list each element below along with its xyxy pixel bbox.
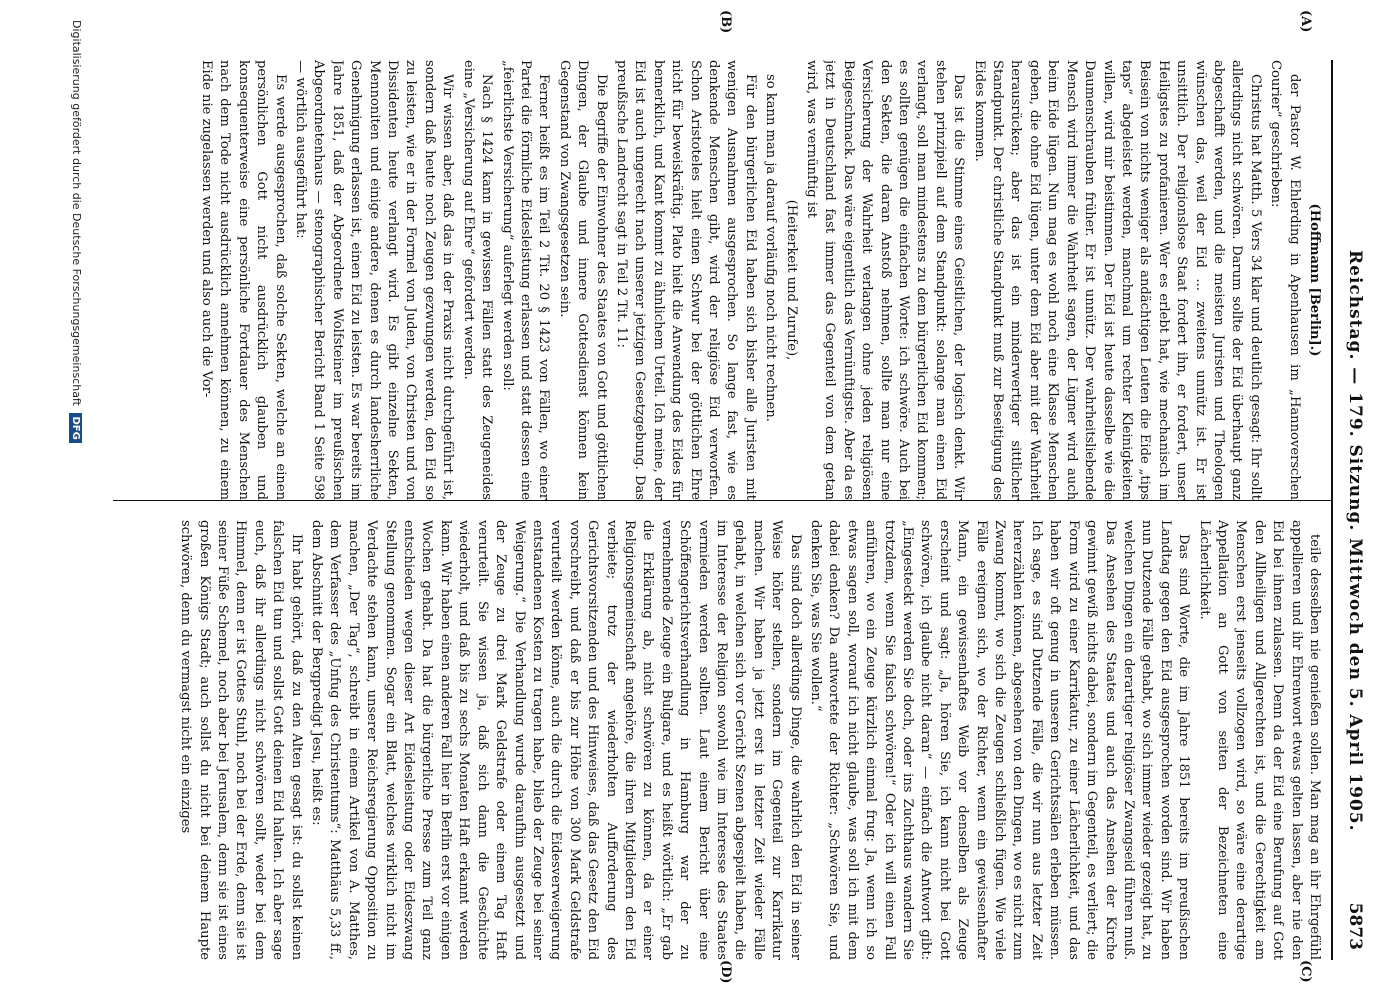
column-divider	[113, 500, 1333, 501]
right-paragraph: Das sind Worte, die im Jahre 1851 bereits im preußischen Landtag gegen den Eid ausgesprochen worden sind. Wir haben nun Dutzende Fälle gehabt, wo sich immer wieder gezeigt hat, zu welchen Dingen ein derartiger religiöser Zwangseid führen muß. Das Ansehen des Staates und auch das Ansehen der Kirche gewinnt gewiß nichts dabei, sondern im Gegenteil, es verliert; die Form wird zu einer Karrikatur, zu einer Lächerlichkeit, und das haben wir oft genug in unseren Gerichtssälen erleben müssen. Ich sage, es sind Dutzende Fälle, die wir nun aus letzter Zeit hererzählen können, abgesehen von den Dingen, wo es nicht zum Zwang kommt, wo sich die Zeugen schließlich fügen. Wie viele Fälle ereignen sich, wo der Richter, wenn ein gewissenhafter Mann, ein gewissenhaftes Weib vor denselben als Zeuge erscheint und sagt: „Ja, hören Sie, ich kann nicht bei Gott schwören, ich glaube nicht daran“ — einfach die Antwort gibt: „Eingesteckt werden Sie doch, oder ins Zuchthaus wandern Sie trotzdem, wenn Sie falsch schwören!“ Oder ich will einen Fall anführen, wo ein Zeuge kürzlich einmal frug: Ja, wenn ich so etwas sagen soll, worauf ich nicht glaube, was soll ich mit dem dabei denken? Da antwortete der Richter: „Schwören Sie, und denken Sie, was Sie wollen.“	[808, 520, 1192, 960]
page-header	[1335, 40, 1365, 960]
speaker-name: (Hoffmann [Berlin].)	[1307, 203, 1322, 357]
left-paragraph: Nach § 1424 kann in gewissen Fällen statt des Zeugeneides eine „Versicherung auf Ehre“ gefordert werden.	[460, 60, 495, 500]
right-paragraph: Ihr habt gehört, daß zu den Alten gesagt ist: du sollst keinen falschen Eid tun und sollst Gott deinen Eid halten. Ich aber sage euch, daß ihr allerdings nicht schwören sollt, weder bei dem Himmel, denn er ist Gottes Stuhl, noch bei der Erde, denn sie ist seiner Füße Schemel, noch aber bei Jerusalem, denn sie ist eines großen Königs Stadt; auch sollst du nicht bei deinem Haupte schwören, denn du vermagst nicht ein einziges	[178, 520, 304, 960]
left-paragraph: Für den bürgerlichen Eid haben sich bisher alle Juristen mit wenigen Ausnahmen ausgesprochen. So lange fast, wie es denkende Menschen gibt, wird der religiöse Eid verworfen. Schon Aristoteles hielt einen Schwur bei der göttlichen Ehre nicht für beweiskräftig. Plato hielt die Anwendung des Eides für bemerklich, und Kant kommt zu ähnlichem Urteil. Ich meine, der Eid ist auch ungerecht nach unserer jetzigen Gesetzgebung. Das preußische Landrecht sagt in Teil 2 Tit. 11:	[613, 60, 758, 500]
header-rule	[1331, 60, 1333, 960]
margin-marker-a: (A)	[1298, 10, 1313, 33]
left-paragraph: Das ist die Stimme eines Geistlichen, der logisch denkt. Wir stehen prinzipiell auf dem Standpunkt: solange man einen Eid verlangt, soll man mindestens zu dem bürgerlichen Eid kommen; es sollten genügen die einfachen Worte: ich schwöre. Auch bei den Sekten, die daran Anstoß nehmen, sollte man nur eine Versicherung der Wahrheit verlangen ohne jeden religiösen Beigeschmack. Das wäre eigentlich das Vernünftigste. Aber da es jetzt in Deutschland fast immer das Gegenteil von dem getan wird, was vernünftig ist	[804, 60, 967, 500]
left-paragraph: Es werde ausgesprochen, daß solche Sekten, welche an einen persönlichen Gott nicht ausdrücklich glauben und konsequenterweise eine persönliche Fortdauer des Menschen nach dem Tode nicht ausdrücklich annehmen können, zu einem Eide nie zugelassen werden und also auch die Vor-	[199, 60, 288, 500]
left-column	[113, 60, 1323, 500]
dfg-logo: DFG	[69, 413, 82, 442]
margin-marker-d: (D)	[718, 960, 733, 984]
right-paragraph: Das sind doch allerdings Dinge, die wahrlich den Eid in seiner Weise höher stellen, sondern im Gegenteil zur Karrikatur machen. Wir haben ja jetzt erst in letzter Zeit wieder Fälle gehabt, in welchen sich vor Gericht Szenen abgespielt haben, die im Interesse der Religion sowohl wie im Interesse des Staates vermieden werden sollten. Laut einem Bericht über eine Schöffengerichtsverhandlung in Hamburg war der zu vernehmende Zeuge ein Bulgare, und es heißt wörtlich: „Er gab die Erklärung ab, nicht schwören zu können, da er einer Religionsgemeinschaft angehöre, die ihren Mitgliedern den Eid verbiete; trotz der wiederholten Aufforderung des Gerichtsvorsitzenden und des Hinweises, daß das Gesetz den Eid vorschreibt, und daß er bis zur Höhe von 300 Mark Geldstrafe verurteilt werden könne, auch die durch die Eidesverweigerung entstandenen Kosten zu tragen habe, blieb der Zeuge bei seiner Weigerung.“ Die Verhandlung wurde daraufhin ausgesetzt und der Zeuge zu drei Mark Geldstrafe oder einem Tag Haft verurteilt. Sie wissen ja, daß sich dann die Geschichte wiederholt, und daß bis zu sechs Monaten Haft erkannt werden kann. Wir haben einen anderen Fall hier in Berlin erst vor einigen Wochen gehabt. Da hat die bürgerliche Presse zum Teil ganz entschieden wegen dieser Art Eidesleistung oder Eideszwang Stellung genommen. Sogar ein Blatt, welches wirklich nicht im Verdachte stehen kann, unserer Reichsregierung Opposition zu machen, „Der Tag“, schreibt in einem Artikel von A. Matthes, dem Verfasser des „Unfug des Christentums“: Matthäus 5,33 ff., dem Abschnitt der Bergpredigt Jesu, heißt es:	[309, 520, 803, 960]
left-paragraph: (Heiterkeit und Zurufe),	[783, 199, 799, 361]
left-paragraph: der Pastor W. Ehlerding in Apenhausen im „Hannoverschen Courier“ geschrieben:	[1268, 60, 1302, 500]
left-paragraph: Wir wissen aber, daß das in der Praxis nicht durchgeführt ist, sondern daß heute noch Zeugen gezwungen werden, den Eid so zu leisten, wie er in der Formel von Juden, von Christen und von Dissidenten heute verlangt wird. Es gibt einzelne Sekten, Mennoniten und einige andere, denen es durch landesherrliche Genehmigung erlassen ist, einen Eid zu leisten. Es war bereits im Jahre 1851, daß der Abgeordnete Wolfsteiner im preußischen Abgeordnetenhaus — stenographischer Bericht Band 1 Seite 598 — wörtlich ausgeführt hat:	[293, 60, 456, 500]
digitization-footer	[69, 20, 83, 980]
header-title: Reichstag. — 179. Sitzung. Mittwoch den 5. April 1905.	[1345, 250, 1365, 832]
margin-marker-c: (C)	[1298, 960, 1313, 983]
page-number: 5873	[1345, 902, 1365, 950]
right-paragraph: teile desselben nie genießen sollen. Man mag an ihr Ehrgefühl appellieren und ihr Ehrenwort etwas gelten lassen, aber nie den Eid bei ihnen zulassen. Denn da der Eid eine Berufung auf Gott den Allheiligen und Allgerechten ist, und die Gerechtigkeit am Menschen erst jenseits vollzogen wird, so wäre eine derartige Appellation an Gott von seiten der Bezeichneten eine Lächerlichkeit.	[1196, 520, 1322, 960]
right-column	[113, 520, 1323, 960]
left-paragraph: Ferner heißt es im Teil 2 Tit. 20 § 1423 von Fällen, wo einer Partei die förmliche Eidesleistung erlassen und statt dessen eine „feierlichste Versicherung“ auferlegt werden soll:	[499, 60, 552, 500]
margin-marker-b: (B)	[718, 10, 733, 34]
footer-text: Digitalisierung gefördert durch die Deutsche Forschungsgemeinschaft	[70, 20, 83, 406]
left-paragraph: so kann man ja darauf vorläufig noch nicht rechnen.	[763, 74, 779, 422]
left-paragraph: Die Begriffe der Einwohner des Staates von Gott und göttlichen Dingen, der Glaube und innere Gottesdienst können kein Gegenstand von Zwangsgesetzen sein.	[556, 60, 609, 500]
left-paragraph: Christus hat Matth. 5 Vers 34 klar und deutlich gesagt: Ihr sollt allerdings nicht schwören. Darum sollte der Eid überhaupt ganz abgeschafft werden, und die meisten Juristen und Theologen wünschen das, weil der Eid ... zweitens unnütz ist. Er ist unsittlich. Der religionslose Staat fordert ihn, er fordert, unser Heiligstes zu profanieren. Wer es erlebt hat, wie mechanisch im Beisein von nichts weniger als andächtigen Leuten die Eide „tips taps“ abgeleistet werden, manchmal um rechter Kleinigkeiten willen, wird mir beistimmen. Der Eid ist heute dasselbe wie die Daumenschrauben früher. Er ist unnütz. Der wahrheitsliebende Mensch wird immer die Wahrheit sagen, der Lügner wird auch beim Eide lügen. Nun mag es wohl noch eine Klasse Menschen geben, die ohne Eid lügen, unter dem Eid aber mit der Wahrheit herausrücken; aber das ist ein minderwertiger sittlicher Standpunkt. Der christliche Standpunkt muß zur Beseitigung des Eides kommen.	[971, 60, 1263, 500]
